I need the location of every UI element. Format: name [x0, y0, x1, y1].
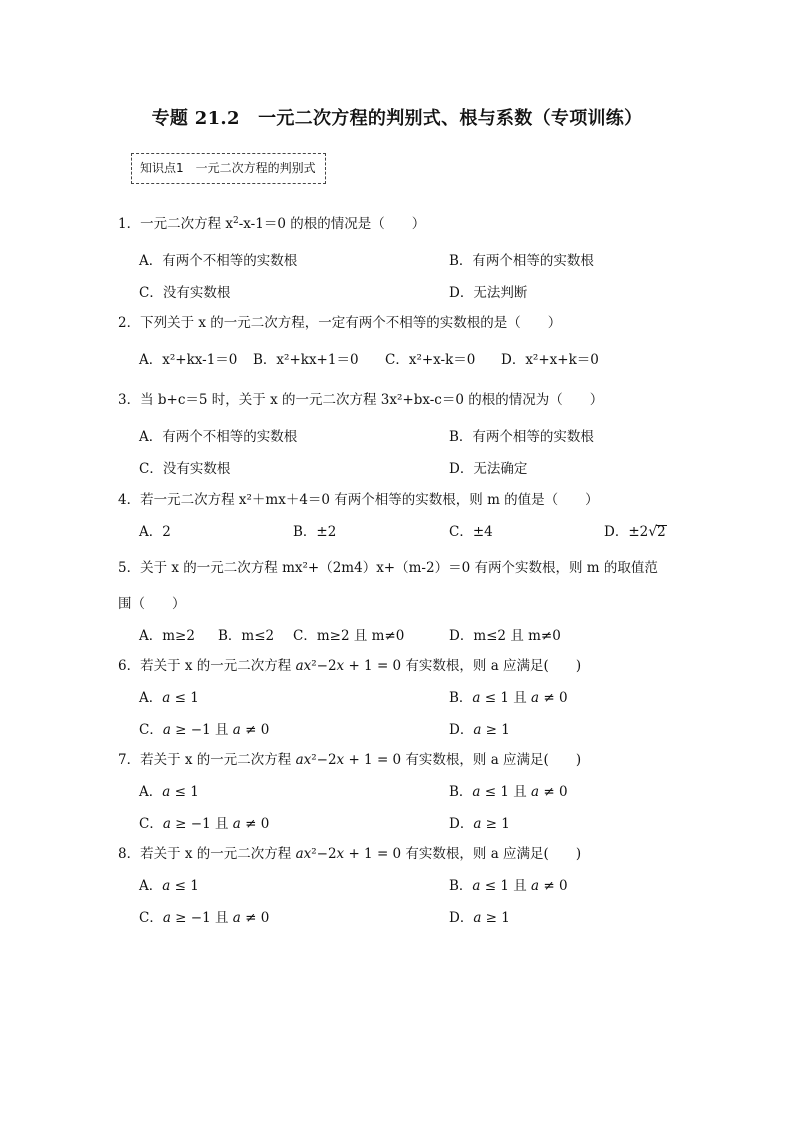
question-5-stem: 5．关于 x 的一元二次方程 mx²+（2m4）x+（m-2）＝0 有两个实数根，则 m 的取值范 [118, 560, 658, 576]
question-2-option-c: C．x²+x-k＝0 [385, 352, 476, 368]
question-1-stem: 1．一元二次方程 $x^2-x-1=0$ 的根的情况是（ ） [118, 216, 426, 232]
question-5-option-c: C．m≥2 且 m≠0 [293, 628, 405, 644]
question-6-option-d: D．𝑎 ≥ 1 [449, 722, 510, 738]
question-4-stem: 4．若一元二次方程 x²＋mx＋4＝0 有两个相等的实数根，则 m 的值是（ ） [118, 492, 599, 508]
section-heading: 知识点1 一元二次方程的判别式 [131, 153, 326, 184]
question-7-option-c: C．𝑎 ≥ −1 且 𝑎 ≠ 0 [139, 816, 270, 832]
page-title: 专题 21.2 一元二次方程的判别式、根与系数（专项训练） [151, 108, 643, 129]
question-5-stem-cont: 围（ ） [118, 596, 186, 612]
question-1-option-b: B．有两个相等的实数根 [449, 253, 594, 269]
question-8-stem: 8．若关于 x 的一元二次方程 𝑎𝑥²−2𝑥 + 1 = 0 有实数根，则 a 应满足( ) [118, 846, 582, 862]
question-4-option-c: C．±4 [449, 524, 493, 540]
question-2-option-d: D．x²+x+k＝0 [501, 352, 599, 368]
question-1-option-c: C．没有实数根 [139, 285, 231, 301]
question-8-option-b: B．𝑎 ≤ 1 且 𝑎 ≠ 0 [449, 878, 568, 894]
question-2-option-b: B．x²+kx+1＝0 [253, 352, 359, 368]
question-7-option-a: A．𝑎 ≤ 1 [139, 784, 199, 800]
question-6-option-c: C．𝑎 ≥ −1 且 𝑎 ≠ 0 [139, 722, 270, 738]
question-4-option-d: D．±2√2 [604, 524, 666, 540]
question-4-option-a: A．2 [139, 524, 171, 540]
question-5-option-a: A．m≥2 [139, 628, 195, 644]
question-3-option-d: D．无法确定 [449, 461, 528, 477]
question-3-stem: 3．当 b+c＝5 时，关于 x 的一元二次方程 3x²+bx-c＝0 的根的情况为（ ） [118, 392, 604, 408]
question-6-stem: 6．若关于 x 的一元二次方程 𝑎𝑥²−2𝑥 + 1 = 0 有实数根，则 a 应满足( ) [118, 658, 582, 674]
question-8-option-d: D．𝑎 ≥ 1 [449, 910, 510, 926]
question-5-option-d: D．m≤2 且 m≠0 [449, 628, 561, 644]
question-2-option-a: A．x²+kx-1＝0 [139, 352, 238, 368]
question-5-option-b: B．m≤2 [218, 628, 275, 644]
question-7-option-b: B．𝑎 ≤ 1 且 𝑎 ≠ 0 [449, 784, 568, 800]
question-4-option-b: B．±2 [293, 524, 337, 540]
question-7-option-d: D．𝑎 ≥ 1 [449, 816, 510, 832]
question-1-option-a: A．有两个不相等的实数根 [139, 253, 298, 269]
question-8-option-c: C．𝑎 ≥ −1 且 𝑎 ≠ 0 [139, 910, 270, 926]
question-3-option-a: A．有两个不相等的实数根 [139, 429, 298, 445]
question-8-option-a: A．𝑎 ≤ 1 [139, 878, 199, 894]
question-2-stem: 2．下列关于 x 的一元二次方程，一定有两个不相等的实数根的是（ ） [118, 315, 562, 331]
question-3-option-b: B．有两个相等的实数根 [449, 429, 594, 445]
question-7-stem: 7．若关于 x 的一元二次方程 𝑎𝑥²−2𝑥 + 1 = 0 有实数根，则 a 应满足( ) [118, 752, 582, 768]
question-3-option-c: C．没有实数根 [139, 461, 231, 477]
question-1-option-d: D．无法判断 [449, 285, 528, 301]
sqrt-icon: √ [648, 524, 658, 540]
question-6-option-a: A．𝑎 ≤ 1 [139, 690, 199, 706]
question-6-option-b: B．𝑎 ≤ 1 且 𝑎 ≠ 0 [449, 690, 568, 706]
